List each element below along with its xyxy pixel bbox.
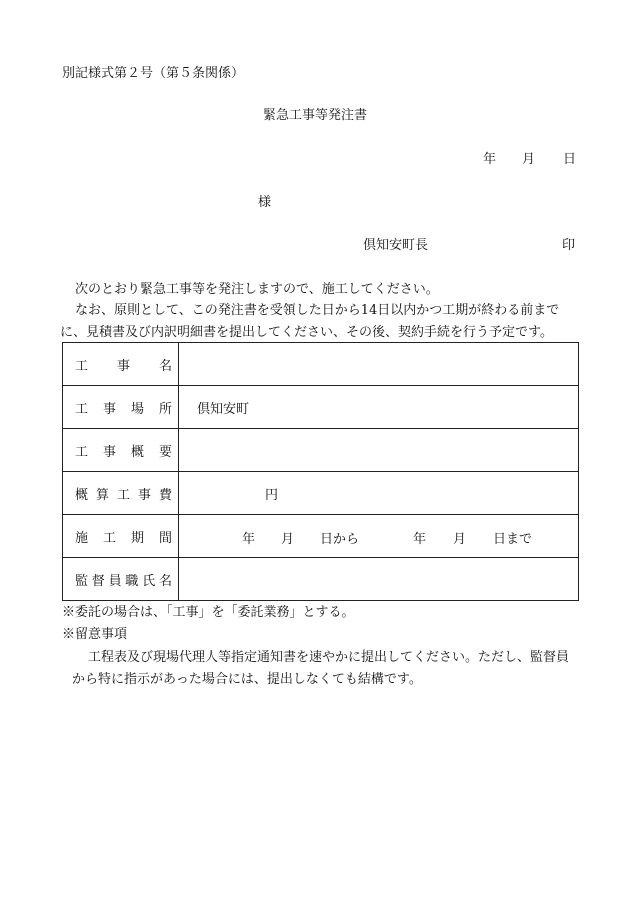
period-line [179,515,578,557]
label-estimated-cost: 概算工事費 [63,472,179,515]
body-paragraph-2-line-2: に、見積書及び内訳明細書を提出してください、その後、契約手続を行う予定です。 [60,325,553,340]
note-body-line-2: から特に指示があった場合には、提出しなくても結構です。 [72,672,422,687]
period-start-month: 月 [281,532,295,547]
label-work-summary: 工事概要 [63,429,179,472]
table-row [63,515,579,558]
value-work-location: 倶知安町 [179,386,579,429]
table-row [63,343,579,386]
date-day: 日 [563,152,577,167]
value-estimated-cost [179,472,579,515]
date-month: 月 [522,152,536,167]
label-work-location: 工事場所 [63,386,179,429]
recipient-suffix: 様 [258,195,272,210]
value-construction-period [179,515,579,558]
period-end-day: 日まで [493,532,533,547]
label-supervisor: 監督員職氏名 [63,558,179,601]
period-start-day: 日から [320,532,360,547]
period-end-month: 月 [453,532,467,547]
note-body-line-1: 工程表及び現場代理人等指定通知書を速やかに提出してください。ただし、監督員 [88,650,570,665]
table-row [63,558,579,601]
label-construction-period: 施工期間 [63,515,179,558]
form-number: 別記様式第２号（第５条関係） [62,66,245,81]
value-work-summary [179,429,579,472]
issuer-name: 倶知安町長 [363,238,429,253]
yen-unit: 円 [265,487,279,503]
body-paragraph-1: 次のとおり緊急工事等を発注しますので、施工してください。 [75,282,439,297]
note-heading: ※留意事項 [62,627,128,642]
value-work-name [179,343,579,386]
value-supervisor [179,558,579,601]
document-title: 緊急工事等発注書 [262,108,367,123]
period-end-year: 年 [413,532,427,547]
table-row [63,386,579,429]
order-table [62,342,579,601]
period-start-year: 年 [242,532,256,547]
table-row [63,472,579,515]
table-row [63,429,579,472]
date-year: 年 [483,152,497,167]
note-consignment: ※委託の場合は、「工事」を「委託業務」とする。 [62,605,355,620]
body-paragraph-2-line-1: なお、原則として、この発注書を受領した日から14日以内かつ工期が終わる前まで [75,303,560,318]
seal-mark: 印 [562,238,576,253]
label-work-name: 工 事 名 [63,343,179,386]
